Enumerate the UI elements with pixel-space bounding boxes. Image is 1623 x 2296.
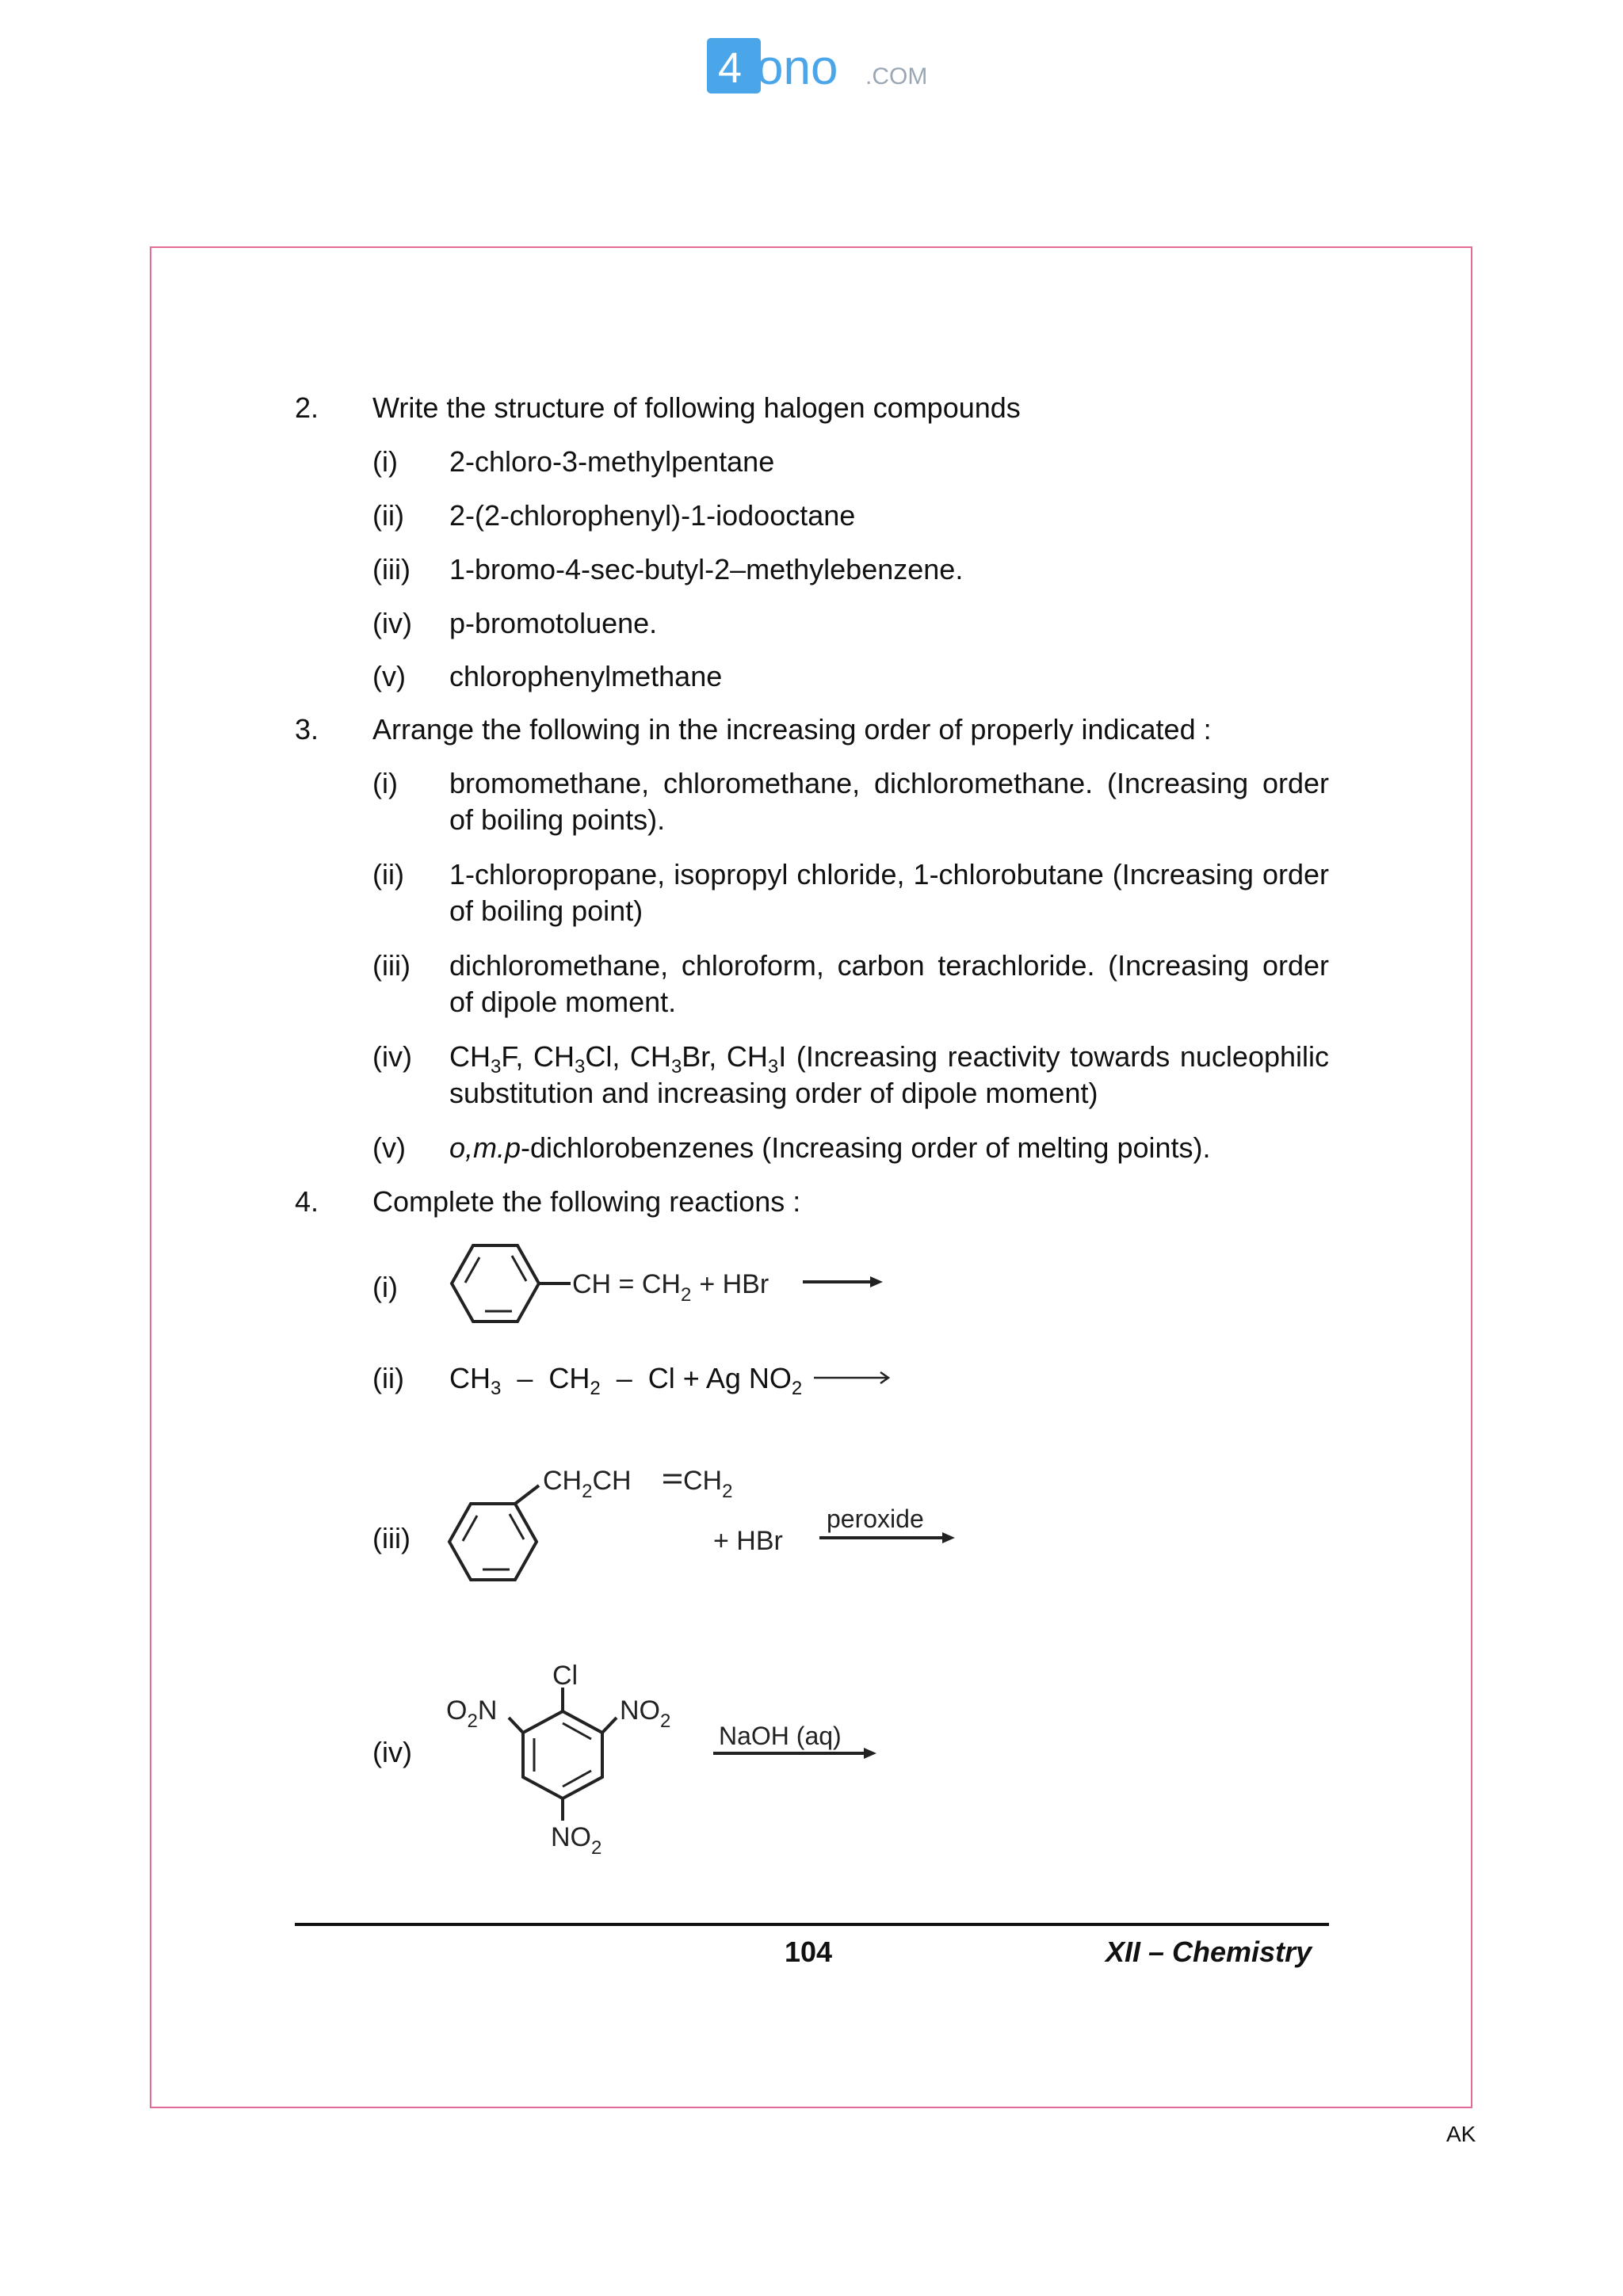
svg-text:CH = CH2+ HBr: CH = $CH_2$ + HBr	[572, 1269, 769, 1306]
corner-mark: AK	[1446, 2122, 1476, 2146]
q3-item-line: of boiling points).	[449, 803, 666, 836]
q3-item-text	[449, 948, 1329, 1020]
svg-text:CH2CH: $CH_2CH$	[543, 1466, 632, 1502]
q2-item-label: (ii)	[372, 499, 404, 532]
q4-item-label: (ii)	[372, 1362, 404, 1394]
q3-item-label: (ii)	[372, 858, 404, 891]
q4-item-label: (iv)	[372, 1736, 412, 1768]
book-title: XII – Chemistry	[1106, 1936, 1312, 1968]
question-4-number: 4.	[295, 1185, 319, 1218]
question-4-text: Complete the following reactions :	[372, 1185, 801, 1218]
q3-item-label: (v)	[372, 1131, 406, 1164]
q3-item-label: (i)	[372, 767, 398, 799]
question-2-number: 2.	[295, 391, 319, 424]
site-logo	[707, 38, 937, 97]
logo-main: ono	[756, 40, 838, 95]
svg-text:CH2: $CH_2$	[683, 1466, 733, 1502]
q3-item-rest: -dichlorobenzenes (Increasing order of melting points).	[521, 1131, 1211, 1164]
reaction-iv-nitro-bottom: NO	[551, 1822, 591, 1852]
reaction-iii-condition: peroxide	[827, 1505, 924, 1533]
reaction-arrow-icon	[812, 1367, 892, 1390]
logo-prefix: 4	[718, 44, 743, 92]
q2-item-text: 2-(2-chlorophenyl)-1-iodooctane	[449, 499, 856, 532]
q2-item-label: (iii)	[372, 553, 411, 585]
page-number: 104	[785, 1936, 833, 1968]
q3-item-line: 1-chloropropane, isopropyl chloride, 1-chlorobutane (Increasing order	[449, 858, 1329, 891]
reaction-iv-chloro: Cl	[552, 1661, 579, 1691]
reaction-iv	[444, 1648, 888, 1862]
reaction-iii-reagent: + HBr	[713, 1526, 783, 1556]
svg-text:NO2: $NO_2$	[620, 1695, 671, 1732]
q3-item-label: (iii)	[372, 949, 411, 982]
reaction-iii-chain-mid: CH	[592, 1466, 632, 1496]
svg-text:NO2: $NO_2$	[551, 1822, 602, 1859]
question-3-text: Arrange the following in the increasing order of properly indicated :	[372, 713, 1212, 746]
q2-item-text: chlorophenylmethane	[449, 660, 723, 692]
q4-item-label: (i)	[372, 1271, 398, 1303]
q3-item-line: bromomethane, chloromethane, dichloromethane. (Increasing order	[449, 767, 1329, 799]
reaction-i	[444, 1232, 888, 1343]
reaction-iii-chain-start: CH	[543, 1466, 582, 1496]
reaction-iv-nitro-left: O	[446, 1695, 468, 1726]
reaction-iv-nitro-right: NO	[620, 1695, 660, 1726]
q3-item-italic: o,m.p	[449, 1131, 521, 1164]
reaction-i-chain: CH = CH	[572, 1269, 681, 1299]
q2-item-text: 2-chloro-3-methylpentane	[449, 445, 775, 478]
q3-item-text	[449, 856, 1329, 929]
logo-suffix: .COM	[865, 63, 928, 90]
benzene-ring-icon	[449, 1504, 537, 1580]
q3-item-line-suffix: (Increasing reactivity towards nucleophilic	[786, 1040, 1330, 1073]
benzene-ring-icon	[452, 1245, 539, 1322]
q2-item-label: (i)	[372, 445, 398, 478]
q3-item-label: (iv)	[372, 1040, 412, 1073]
reaction-iii	[444, 1458, 967, 1596]
q2-item-label: (iv)	[372, 607, 412, 639]
question-2-text: Write the structure of following halogen compounds	[372, 391, 1021, 424]
q3-item-text	[449, 1130, 1211, 1166]
svg-text:O2N: $O_2N$	[446, 1695, 498, 1732]
q3-item-line: of boiling point)	[449, 894, 643, 927]
reaction-iv-condition: NaOH (aq)	[719, 1722, 842, 1750]
q2-item-text: p-bromotoluene.	[449, 607, 658, 639]
q3-item-line: dichloromethane, chloroform, carbon terachloride. (Increasing order	[449, 949, 1329, 982]
q3-item-line: substitution and increasing order of dipole moment)	[449, 1077, 1098, 1109]
footer-rule	[295, 1923, 1329, 1926]
q2-item-label: (v)	[372, 660, 406, 692]
q3-item-line: of dipole moment.	[449, 986, 677, 1018]
reaction-arrow-icon	[803, 1276, 883, 1287]
q4-item-label: (iii)	[372, 1522, 411, 1554]
q3-item-line: $CH_3F$, $CH_3Cl$, $CH_3Br$, $CH_3I$ (Increasing reactivity towards nucleophilic	[449, 1040, 1330, 1077]
question-3-number: 3.	[295, 713, 319, 746]
q2-item-text: 1-bromo-4-sec-butyl-2–methylebenzene.	[449, 553, 964, 585]
q3-item-text	[449, 765, 1329, 838]
q3-item-text	[449, 1039, 1329, 1112]
reaction-i-reagent: + HBr	[699, 1269, 769, 1299]
benzene-ring-icon	[523, 1711, 602, 1798]
reaction-arrow-icon	[819, 1532, 955, 1543]
reaction-ii-equation: $CH_3 - CH_2 - Cl + Ag$ $NO_2$	[449, 1362, 803, 1399]
reaction-ii-reagent: Cl + Ag NO	[647, 1362, 792, 1394]
reaction-iii-chain-end: CH	[683, 1466, 723, 1496]
